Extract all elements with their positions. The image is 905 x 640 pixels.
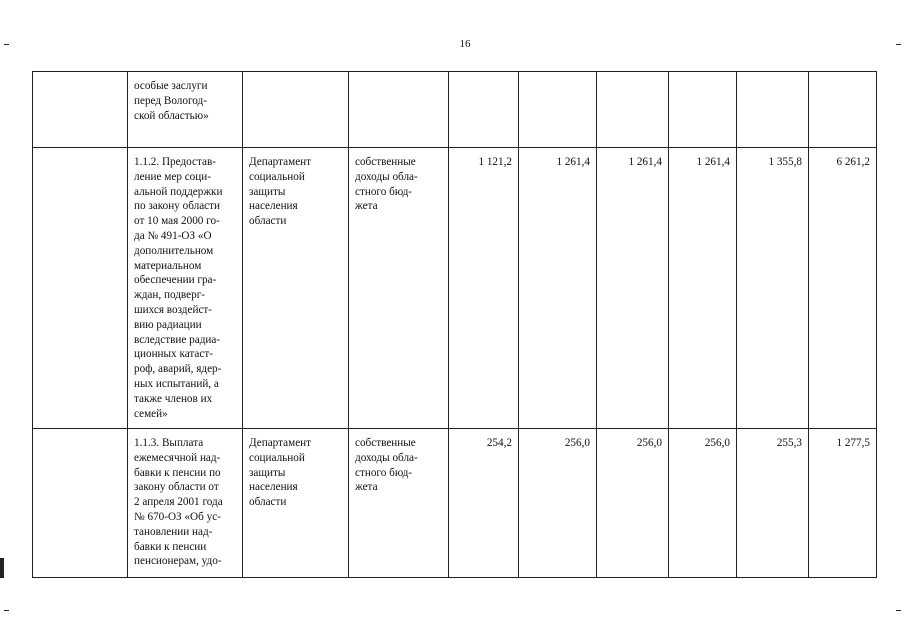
group-cell	[33, 72, 128, 148]
funding-source-cell	[349, 72, 449, 148]
left-edge-mark	[0, 558, 4, 578]
value-cell: 256,0	[519, 429, 597, 578]
right-edge-mark	[896, 610, 901, 611]
value-cell	[519, 72, 597, 148]
value-cell	[597, 72, 669, 148]
measure-name-cell: 1.1.3. Выплата ежемесячной над- бавки к пенсии по закону области от 2 апреля 2001 года № 670-ОЗ «Об ус- тановлении над- бавки к пенсии пенсионерам, удо-	[128, 429, 243, 578]
budget-table	[32, 71, 877, 578]
group-cell	[33, 148, 128, 429]
value-cell	[669, 72, 737, 148]
executor-cell: Департамент социальной защиты населения области	[243, 148, 349, 429]
value-cell: 255,3	[737, 429, 809, 578]
left-edge-mark	[4, 610, 9, 611]
group-cell	[33, 429, 128, 578]
value-cell: 1 261,4	[519, 148, 597, 429]
value-cell: 1 355,8	[737, 148, 809, 429]
measure-name-cell: особые заслуги перед Вологод- ской областью»	[128, 72, 243, 148]
value-cell: 1 121,2	[449, 148, 519, 429]
funding-source-cell: собственные доходы обла- стного бюд- жета	[349, 148, 449, 429]
executor-cell: Департамент социальной защиты населения области	[243, 429, 349, 578]
value-cell	[449, 72, 519, 148]
right-edge-mark	[896, 44, 901, 45]
table-row	[33, 72, 877, 148]
table-row	[33, 429, 877, 578]
value-cell: 1 261,4	[597, 148, 669, 429]
value-cell: 1 277,5	[809, 429, 877, 578]
value-cell	[809, 72, 877, 148]
value-cell: 256,0	[597, 429, 669, 578]
value-cell	[737, 72, 809, 148]
executor-cell	[243, 72, 349, 148]
funding-source-cell: собственные доходы обла- стного бюд- жета	[349, 429, 449, 578]
value-cell: 6 261,2	[809, 148, 877, 429]
left-edge-mark	[4, 44, 9, 45]
value-cell: 256,0	[669, 429, 737, 578]
value-cell: 1 261,4	[669, 148, 737, 429]
value-cell: 254,2	[449, 429, 519, 578]
table-row	[33, 148, 877, 429]
measure-name-cell: 1.1.2. Предостав- ление мер соци- альной поддержки по закону области от 10 мая 2000 го- да № 491-ОЗ «О дополнительном материальном обеспечении гра- ждан, подверг- шихся воздейст- вию радиации вследствие радиа- ционных катаст- роф, аварий, ядер- ных испытаний, а также членов их семей»	[128, 148, 243, 429]
page-number: 16	[459, 38, 471, 50]
